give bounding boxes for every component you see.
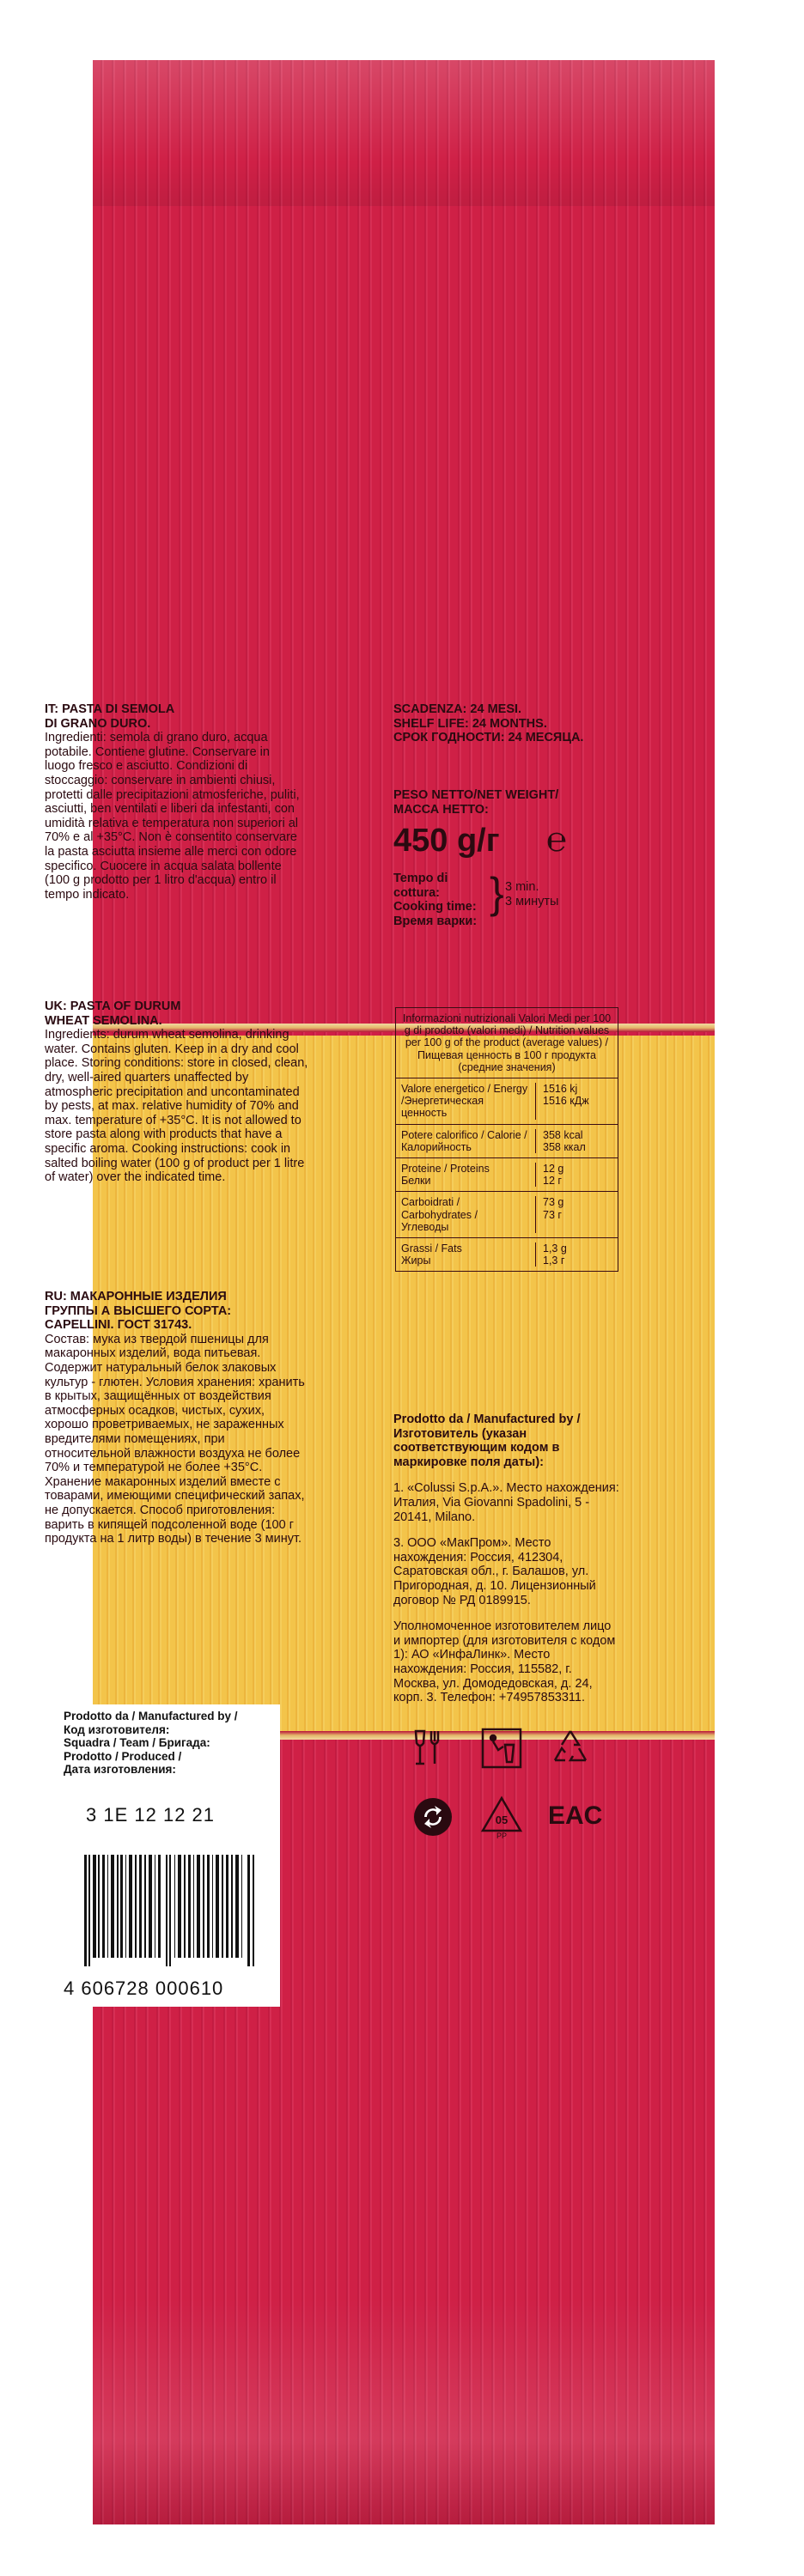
tidy-man-icon (479, 1726, 524, 1771)
nutrition-value: 73 g 73 г (543, 1196, 564, 1221)
it-title-line1: IT: PASTA DI SEMOLA (45, 702, 175, 716)
date-label-4: Prodotto / Produced / (64, 1749, 182, 1763)
pp-label: PP (496, 1832, 508, 1839)
eac-mark: EAC (548, 1801, 603, 1830)
ru-title-line1: RU: МАКАРОННЫЕ ИЗДЕЛИЯ (45, 1290, 227, 1303)
uk-title-line2: WHEAT SEMOLINA. (45, 1013, 162, 1028)
manufacturer-3: 3. ООО «МакПром». Место нахождения: Россия, 412304, Саратовская обл., г. Балашов, ул. Пригородная, д. 10. Лицензионный договор № РД 0189915. (393, 1536, 596, 1607)
nutrition-row (396, 1238, 618, 1271)
shelf-life-en: SHELF LIFE: 24 MONTHS. (393, 716, 547, 731)
nutrition-row (396, 1192, 618, 1238)
nutrition-label: Potere calorifico / Calorie /Калорийность (401, 1129, 536, 1153)
date-label-5: Дата изготовления: (64, 1763, 176, 1776)
pp-code: 05 (495, 1814, 509, 1826)
top-seal (93, 60, 715, 206)
net-weight-label-1: PESO NETTO/NET WEIGHT/ (393, 788, 559, 802)
ru-title-line2: ГРУППЫ А ВЫСШЕГО СОРТА: (45, 1303, 232, 1318)
date-barcode-box (58, 1704, 280, 2007)
importer: Уполномоченное изготовителем лицо и импортер (для изготовителя с кодом 1): АО «ИнфаЛинк». Место нахождения: Россия, 115582, г. Москва, ул. Домодедовская, д. 24, корп. 3. Телефон: +74957853311. (393, 1619, 616, 1705)
manufacturer-title: Prodotto da / Manufactured by / Изготовитель (указан соответствующим кодом в маркировке поля даты): (393, 1413, 581, 1469)
nutrition-row (396, 1125, 618, 1158)
date-label-2: Код изготовителя: (64, 1722, 170, 1736)
manufacturer-1: 1. «Colussi S.p.A.». Место нахождения: Италия, Via Giovanni Spadolini, 5 - 20141, Milano. (393, 1481, 619, 1524)
net-weight-value: 450 g/г (393, 823, 500, 859)
nutrition-value: 358 kcal 358 ккал (543, 1128, 586, 1153)
it-body: Ingredienti: semola di grano duro, acqua potabile. Contiene glutine. Conservare in luogo fresco e asciutto. Condizioni di stoccaggio: conservare in ambienti chiusi, protetti dalle precipitazioni atmosferiche, puliti, asciutti, ben ventilati e liberi da infestanti, con umidità relativa e temperatura non superiori al 70% e al +35°C. Non è consentito conservare la pasta asciutta insieme alle merci con odore specifico. Cuocere in acqua salata bollente (100 g prodotto per 1 litro d'acqua) entro il tempo indicato. (45, 731, 300, 902)
nutrition-label: Carboidrati / Carbohydrates / Углеводы (401, 1196, 536, 1233)
food-safe-icon (411, 1726, 455, 1771)
cooking-minutes-ru: 3 минуты (505, 894, 559, 908)
manufacturer-info (393, 1413, 621, 1705)
recycle-icon (548, 1726, 593, 1771)
nutrition-value: 1516 kj 1516 кДж (543, 1083, 589, 1108)
nutrition-label: Grassi / Fats Жиры (401, 1242, 536, 1267)
shelf-life (393, 702, 617, 745)
nutrition-label: Valore energetico / Energy /Энергетическая ценность (401, 1083, 536, 1120)
pp-recycling-icon (479, 1795, 524, 1839)
nutrition-label: Proteine / Proteins Белки (401, 1163, 536, 1187)
nutrition-value: 1,3 g 1,3 г (543, 1242, 567, 1267)
cooking-time-it: Tempo di cottura: (393, 872, 448, 900)
cooking-time-ru: Время варки: (393, 914, 478, 928)
cooking-time-en: Cooking time: (393, 900, 477, 914)
uk-body: Ingredients: durum wheat semolina, drinking water. Contains gluten. Keep in a dry and cool place. Storing conditions: store in closed, clean, dry, well-aired quarters unaffected by atmospheric precipitation and uncontaminated by pests, at max. relative humidity of 70% and max. temperature of +35°C. It is not allowed to store pasta along with products that have a specific aroma. Cooking instructions: cook in salted boiling water (100 g of product per 1 litre of water) over the indicated time. (45, 1028, 308, 1185)
date-label-1: Prodotto da / Manufactured by / (64, 1710, 238, 1722)
barcode-icon (84, 1855, 256, 1966)
russian-description (45, 1290, 311, 1546)
green-dot-icon (411, 1795, 455, 1839)
italian-description (45, 702, 302, 902)
barcode-number: 4 606728 000610 (64, 1978, 224, 1999)
nutrition-value: 12 g 12 г (543, 1163, 564, 1188)
shelf-life-ru: СРОК ГОДНОСТИ: 24 МЕСЯЦА. (393, 731, 584, 745)
bottom-seal (93, 2241, 715, 2524)
symbols-area (411, 1726, 617, 1846)
uk-title-line1: UK: PASTA OF DURUM (45, 999, 181, 1013)
english-description (45, 999, 311, 1185)
date-label-3: Squadra / Team / Бригада: (64, 1736, 210, 1749)
ru-body: Состав: мука из твердой пшеницы для макаронных изделий, вода питьевая. Содержит натуральный белок злаковых культур - глютен. Условия хранения: хранить в крытых, защищённых от воздействия атмосферных осадков, чистых, сухих, хорошо проветриваемых, не зараженных вредителями помещениях, при относительной влажности воздуха не более 70% и температурой не более +35°С. Хранение макаронных изделий вместе с товарами, имеющими специфический запах, не допускается. Способ приготовления: варить в кипящей подсоленной воде (100 г продукта на 1 литр воды) в течение 3 минут. (45, 1332, 305, 1546)
nutrition-table (395, 1007, 618, 1272)
brace: } (490, 869, 504, 917)
it-title-line2: DI GRANO DURO. (45, 716, 151, 731)
nutrition-header: Informazioni nutrizionali Valori Medi per 100 g di prodotto (valori medi) / Nutrition values per 100 g of the product (average values) / Пищевая ценность в 100 г продукта (средние значения) (396, 1008, 618, 1078)
batch-code: 3 1E 12 12 21 (86, 1804, 216, 1826)
estimated-sign: ℮ (546, 821, 568, 859)
net-weight-label-2: МАССА НЕТТО: (393, 802, 489, 817)
shelf-life-it: SCADENZA: 24 MESI. (393, 702, 522, 716)
cooking-minutes: 3 min. (505, 880, 539, 894)
nutrition-row (396, 1158, 618, 1192)
nutrition-row (396, 1078, 618, 1125)
ru-title-line3: CAPELLINI. ГОСТ 31743. (45, 1318, 192, 1333)
